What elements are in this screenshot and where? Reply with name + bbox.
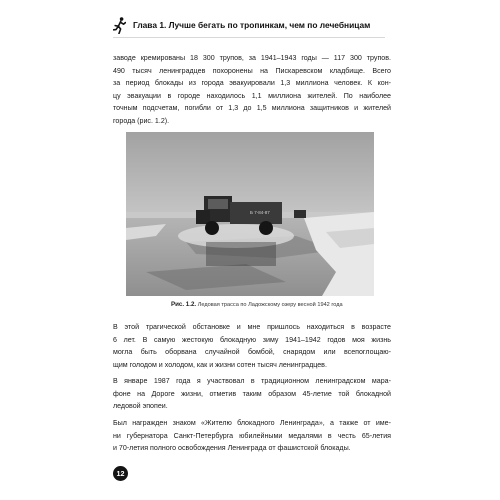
text-line: фоне на Дороге жизни, отметив таким образом 45-летие той блокадной [113, 389, 391, 398]
page-number: 12 [113, 466, 128, 481]
text-line: щим голодом и холодом, как и жизни сотен тысяч ленинградцев. [113, 360, 327, 369]
text-line: Был награжден знаком «Жителю блокадного Ленинграда», а также от име- [113, 419, 391, 427]
header-divider [113, 37, 385, 38]
distant-vehicle [294, 210, 306, 218]
text-line: ни губернатора Санкт-Петербурга юбилейными медалями в честь 65-летия [113, 431, 391, 440]
text-line: и 70-летия полного освобождения Ленинграда от фашистской блокады. [113, 444, 351, 453]
truck-plate: Б 7-84-87 [250, 210, 270, 215]
text-line: В этой трагической обстановке и мне пришлось находиться в возрасте [113, 323, 391, 331]
text-line: цу эвакуации в городе находилось 1,1 миллиона жителей. По наиболее [113, 91, 391, 100]
chapter-title: Глава 1. Лучше бегать по тропинкам, чем по лечебницам [133, 20, 371, 30]
paragraph-2 [113, 321, 391, 371]
caption-text: Ледовая трасса по Ладожскому озеру весной 1942 года [197, 302, 343, 308]
running-man-icon [113, 17, 126, 34]
text-line: за период блокады из города эвакуировали 1,3 миллиона человек. К кон- [113, 79, 391, 88]
text-line: В январе 1987 года я участвовал в традиционном ленинградском мара- [113, 377, 391, 385]
figure-caption [171, 301, 343, 308]
page-header [113, 17, 393, 37]
text-line: ледовой эпопеи. [113, 402, 168, 411]
text-line: 6 лет. В самую жестокую блокадную зиму 1941–1942 годов моя жизнь [113, 335, 391, 344]
text-line: точным подсчетам, погибли от 1,3 до 1,5 миллиона защитников и жителей [113, 104, 391, 113]
photo-ice-road [126, 132, 374, 296]
text-line: 490 тысяч ленинградцев похоронены на Пискаревском кладбище. Всего [113, 66, 391, 75]
text-line: города (рис. 1.2). [113, 116, 170, 125]
paragraph-4 [113, 417, 391, 455]
text-line: могла быть оборвана случайной бомбой, снарядом или всепоглощаю- [113, 348, 391, 357]
text-line: заводе кремированы 18 300 трупов, за 1941–1943 годы — 117 300 трупов. [113, 54, 391, 62]
paragraph-3 [113, 375, 391, 413]
paragraph-1 [113, 52, 391, 128]
caption-label: Рис. 1.2. [171, 301, 197, 308]
